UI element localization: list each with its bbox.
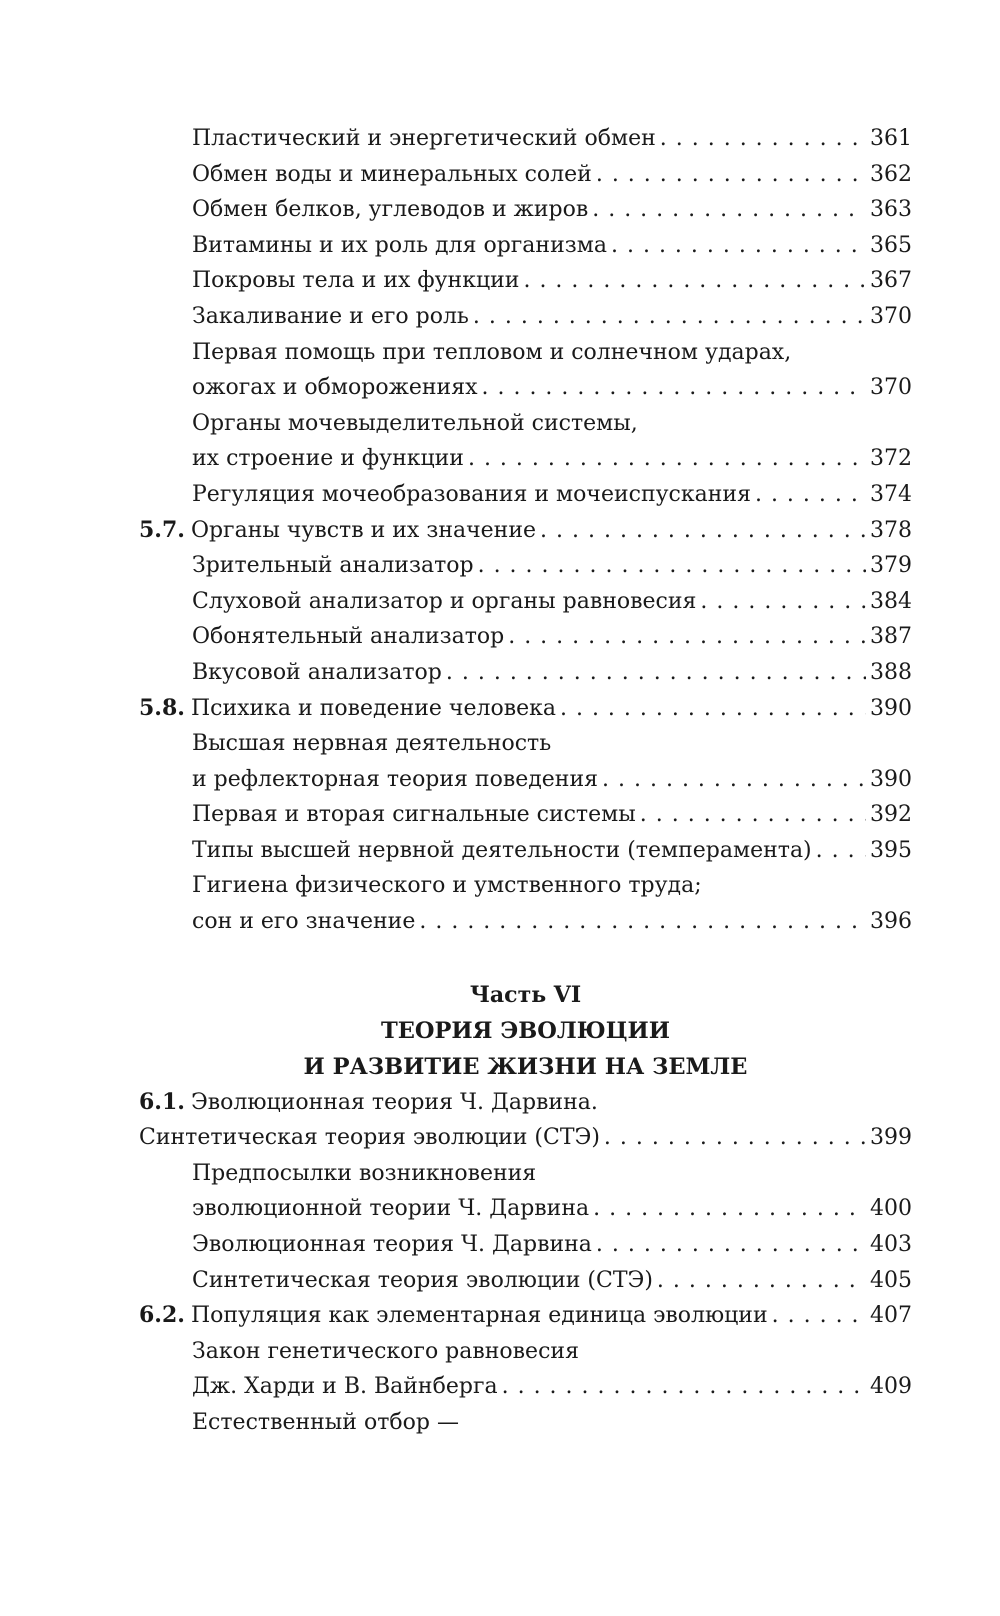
dot-leader (700, 584, 866, 620)
toc-entry (139, 1405, 912, 1441)
toc-entry (139, 228, 912, 264)
entry-title: сон и его значение (192, 909, 416, 935)
spacer (139, 940, 912, 977)
entry-title: Синтетическая теория эволюции (СТЭ) (192, 1267, 653, 1293)
dot-leader (596, 1227, 866, 1263)
page-number: 370 (870, 375, 912, 401)
toc-entry (139, 762, 912, 798)
toc-entry (139, 263, 912, 299)
toc-entry (139, 1334, 912, 1370)
entry-title: Регуляция мочеобразования и мочеиспускания (192, 481, 751, 507)
page-number: 407 (870, 1303, 912, 1329)
page-number: 388 (870, 659, 912, 685)
dot-leader (419, 904, 866, 940)
page-number: 392 (870, 802, 912, 828)
dot-leader (468, 441, 866, 477)
toc-entry (139, 691, 912, 727)
toc-entry (139, 1227, 912, 1263)
entry-title: Покровы тела и их функции (192, 268, 520, 294)
toc-entry (139, 1085, 912, 1121)
page-number: 370 (870, 303, 912, 329)
dot-leader (523, 263, 866, 299)
dot-leader (611, 228, 866, 264)
toc-entry (139, 406, 912, 442)
entry-title: Гигиена физического и умственного труда; (192, 873, 702, 899)
page-number: 361 (870, 126, 912, 151)
toc-entry (139, 513, 912, 549)
page-number: 379 (870, 553, 912, 579)
page-number: 374 (870, 481, 912, 507)
entry-title: Органы чувств и их значение (190, 517, 537, 543)
dot-leader (593, 1191, 866, 1227)
part-title-line-1: ТЕОРИЯ ЭВОЛЮЦИИ (381, 1017, 670, 1044)
page-number: 409 (870, 1374, 912, 1400)
entry-title: Витамины и их роль для организма (192, 232, 607, 258)
toc-entry (139, 868, 912, 904)
toc-section-6 (139, 1085, 912, 1441)
toc-entry (139, 655, 912, 691)
page-number: 365 (870, 232, 912, 258)
page-number: 362 (870, 161, 912, 187)
page-number: 395 (870, 837, 912, 863)
page-number: 367 (870, 268, 912, 294)
dot-leader (502, 1369, 866, 1405)
toc-entry (139, 797, 912, 833)
dot-leader (755, 477, 866, 513)
page-number: 390 (870, 766, 912, 792)
page-number: 399 (870, 1125, 912, 1151)
toc-entry (139, 192, 912, 228)
toc-entry (139, 1120, 912, 1156)
dot-leader (592, 192, 866, 228)
toc-entry (139, 1191, 912, 1227)
toc-entry (139, 477, 912, 513)
toc-entry (139, 1263, 912, 1299)
dot-leader (508, 619, 866, 655)
section-number: 6.2. (139, 1302, 185, 1329)
entry-title: Первая и вторая сигнальные системы (192, 802, 636, 828)
toc-entry (139, 833, 912, 869)
toc-entry (139, 1369, 912, 1405)
entry-title: Психика и поведение человека (190, 695, 556, 721)
entry-title: Синтетическая теория эволюции (СТЭ) (139, 1125, 600, 1151)
toc-entry (139, 441, 912, 477)
entry-title: Эволюционная теория Ч. Дарвина (192, 1232, 592, 1258)
section-number: 6.1. (139, 1088, 185, 1115)
dot-leader (602, 762, 866, 798)
page-number: 363 (870, 197, 912, 223)
page-number: 396 (870, 909, 912, 935)
entry-title: Закон генетического равновесия (192, 1338, 579, 1364)
toc-entry (139, 548, 912, 584)
toc-section-5 (139, 121, 912, 940)
toc-entry (139, 584, 912, 620)
entry-title: Эволюционная теория Ч. Дарвина. (190, 1089, 598, 1115)
toc-entry (139, 157, 912, 193)
dot-leader (640, 797, 866, 833)
page-number: 403 (870, 1232, 912, 1258)
entry-title: Закаливание и его роль (192, 303, 469, 329)
section-number: 5.8. (139, 694, 185, 721)
entry-title: ожогах и обморожениях (192, 375, 478, 401)
dot-leader (772, 1298, 866, 1334)
page-number: 384 (870, 588, 912, 614)
page-number: 378 (870, 517, 912, 543)
entry-title: Популяция как элементарная единица эволюции (190, 1303, 768, 1329)
entry-title: Обмен белков, углеводов и жиров (192, 197, 589, 223)
entry-title: Типы высшей нервной деятельности (темперамента) (192, 837, 812, 863)
entry-title: Дж. Харди и В. Вайнберга (192, 1374, 498, 1400)
toc-entry (139, 904, 912, 940)
dot-leader (473, 299, 866, 335)
toc-entry (139, 335, 912, 371)
entry-title: Предпосылки возникновения (192, 1160, 537, 1186)
dot-leader (596, 157, 866, 193)
toc-entry (139, 619, 912, 655)
toc-entry (139, 370, 912, 406)
entry-title: Слуховой анализатор и органы равновесия (192, 588, 697, 614)
table-of-contents (139, 121, 912, 1441)
dot-leader (560, 691, 866, 727)
entry-title: Зрительный анализатор (192, 553, 474, 579)
dot-leader (478, 548, 866, 584)
toc-entry (139, 1298, 912, 1334)
section-number: 5.7. (139, 516, 185, 543)
dot-leader (540, 513, 866, 549)
entry-title: и рефлекторная теория поведения (192, 766, 599, 792)
page-number: 372 (870, 446, 912, 472)
entry-title: Обмен воды и минеральных солей (192, 161, 592, 187)
dot-leader (657, 1263, 866, 1299)
entry-title: Обонятельный анализатор (192, 624, 505, 650)
page-number: 405 (870, 1267, 912, 1293)
part-label: Часть VI (469, 981, 582, 1008)
toc-entry (139, 1156, 912, 1192)
entry-title: их строение и функции (192, 446, 464, 472)
dot-leader (604, 1120, 866, 1156)
toc-entry (139, 121, 912, 157)
entry-title: эволюционной теории Ч. Дарвина (192, 1196, 590, 1222)
page-number: 400 (870, 1196, 912, 1222)
dot-leader (660, 121, 866, 157)
toc-entry (139, 726, 912, 762)
entry-title: Органы мочевыделительной системы, (192, 410, 638, 436)
entry-title: Пластический и энергетический обмен (192, 126, 656, 151)
entry-title: Естественный отбор — (192, 1410, 459, 1435)
entry-title: Вкусовой анализатор (192, 659, 442, 685)
dot-leader (816, 833, 866, 869)
entry-title: Высшая нервная деятельность (192, 731, 552, 757)
dot-leader (446, 655, 866, 691)
entry-title: Первая помощь при тепловом и солнечном ударах, (192, 339, 792, 365)
toc-entry (139, 299, 912, 335)
page-number: 387 (870, 624, 912, 650)
page-number: 390 (870, 695, 912, 721)
part-title-line-2: И РАЗВИТИЕ ЖИЗНИ НА ЗЕМЛЕ (303, 1053, 748, 1080)
dot-leader (481, 370, 866, 406)
